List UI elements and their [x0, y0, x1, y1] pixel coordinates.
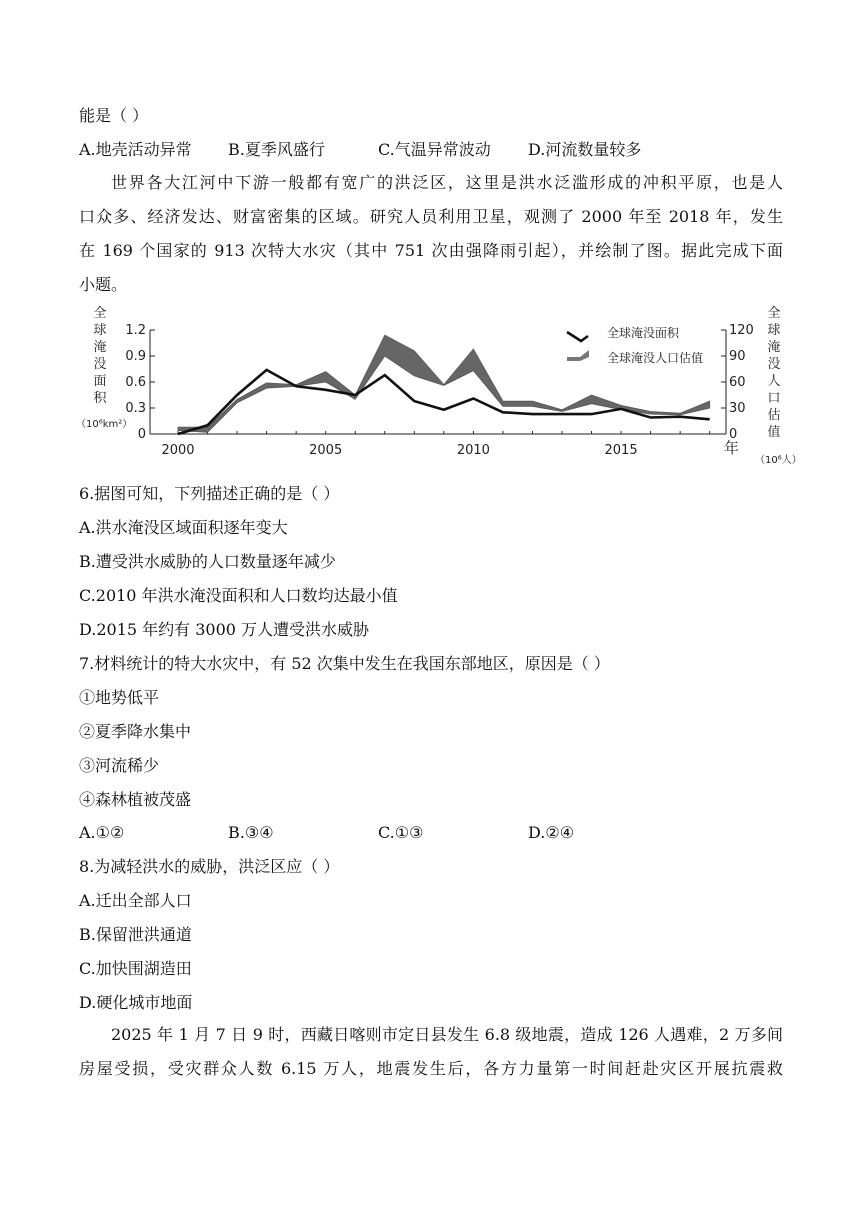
- legend-population-label: 全球淹没人口估值: [607, 351, 704, 365]
- right-axis-label-char: 淹: [767, 340, 781, 355]
- right-tick-label: 120: [729, 323, 754, 338]
- question-8-option-a: A.迁出全部人口: [79, 891, 192, 910]
- right-tick-label: 30: [729, 401, 746, 416]
- right-axis-label-char: 口: [767, 391, 781, 406]
- passage-line: 小题。: [79, 275, 128, 294]
- left-tick-label: 1.2: [125, 323, 146, 338]
- right-axis-label-char: 估: [767, 408, 781, 423]
- option-c: C.气温异常波动: [378, 140, 491, 159]
- passage-line: 房屋受损，受灾群众人数 6.15 万人，地震发生后，各方力量第一时间赶赴灾区开展抗震救: [79, 1059, 783, 1078]
- left-tick-label: 0: [137, 427, 146, 442]
- question-7-item-4: ④森林植被茂盛: [79, 790, 192, 809]
- x-tick-label: 2015: [604, 443, 638, 458]
- right-axis-unit: （10⁶人）: [755, 455, 802, 466]
- right-axis-label: [767, 306, 780, 440]
- question-7-stem: 7.材料统计的特大水灾中，有 52 次集中发生在我国东部地区，原因是（ ）: [79, 654, 610, 673]
- question-8-option-b: B.保留泄洪通道: [79, 925, 192, 944]
- legend-area-swatch: [567, 332, 588, 341]
- left-axis-label-char: 全: [93, 306, 107, 321]
- passage-line: 口众多、经济发达、财富密集的区域。研究人员利用卫星，观测了 2000 年至 2018 年，发生: [79, 207, 783, 226]
- question-6-option-c: C.2010 年洪水淹没面积和人口数均达最小值: [79, 586, 398, 605]
- left-axis-label-char: 面: [93, 374, 107, 389]
- legend: [567, 325, 703, 365]
- question-8-option-d: D.硬化城市地面: [79, 993, 193, 1012]
- right-tick-label: 90: [729, 349, 746, 364]
- passage-line: 在 169 个国家的 913 次特大水灾（其中 751 次由强降雨引起），并绘制了图。据此完成下面: [79, 241, 783, 260]
- question-6-option-a: A.洪水淹没区域面积逐年变大: [79, 518, 288, 537]
- left-axis-unit: （10⁶km²）: [76, 419, 133, 430]
- x-tick-label: 2005: [309, 443, 343, 458]
- left-tick-label: 0.3: [125, 401, 146, 416]
- right-tick-label: 0: [729, 427, 738, 442]
- left-axis-label-char: 球: [93, 323, 107, 338]
- population-band: [178, 335, 710, 432]
- question-8-option-c: C.加快围湖造田: [79, 959, 192, 978]
- passage-line: 2025 年 1 月 7 日 9 时，西藏日喀则市定日县发生 6.8 级地震，造成 126 人遇难，2 万多间: [111, 1025, 783, 1044]
- x-tick-label: 2000: [161, 443, 195, 458]
- x-axis-label: 年: [724, 439, 740, 457]
- flood-chart: [70, 303, 820, 473]
- legend-area-label: 全球淹没面积: [607, 326, 680, 340]
- question-7-item-3: ③河流稀少: [79, 756, 160, 775]
- left-axis-label-char: 淹: [93, 340, 107, 355]
- right-axis-label-char: 没: [767, 357, 781, 372]
- question-7-item-1: ①地势低平: [79, 688, 160, 707]
- question-7-item-2: ②夏季降水集中: [79, 722, 192, 741]
- right-axis-label-char: 值: [767, 425, 781, 440]
- right-axis-label-char: 球: [767, 323, 781, 338]
- left-tick-label: 0.6: [125, 375, 146, 390]
- question-6-option-b: B.遭受洪水威胁的人口数量逐年减少: [79, 552, 336, 571]
- passage-line: 世界各大江河中下游一般都有宽广的洪泛区，这里是洪水泛滥形成的冲积平原，也是人: [111, 173, 783, 192]
- right-axis-label-char: 全: [767, 306, 781, 321]
- left-tick-label: 0.9: [125, 349, 146, 364]
- left-axis-label-char: 没: [93, 357, 107, 372]
- passage-floods: [79, 166, 783, 302]
- left-axis-label: [93, 306, 107, 406]
- option-d: D.河流数量较多: [528, 140, 642, 159]
- option-a: A.地壳活动异常: [79, 140, 192, 159]
- question-6-stem: 6.据图可知，下列描述正确的是（ ）: [79, 484, 340, 503]
- question-8-stem: 8.为减轻洪水的威胁，洪泛区应（ ）: [79, 857, 340, 876]
- question-6-option-d: D.2015 年约有 3000 万人遭受洪水威胁: [79, 620, 370, 639]
- question-5-tail: 能是（ ）: [79, 106, 149, 125]
- passage-earthquake: [79, 1018, 783, 1086]
- option-c: C.①③: [378, 823, 424, 842]
- option-b: B.夏季风盛行: [228, 140, 325, 159]
- area-series-line: [178, 370, 710, 434]
- x-tick-label: 2010: [456, 443, 490, 458]
- left-axis-label-char: 积: [93, 391, 107, 406]
- x-axis-ticks: [161, 431, 709, 458]
- right-axis-label-char: 人: [767, 374, 781, 389]
- legend-population-swatch: [567, 350, 589, 361]
- option-d: D.②④: [528, 823, 575, 842]
- option-b: B.③④: [228, 823, 274, 842]
- right-tick-label: 60: [729, 375, 746, 390]
- option-a: A.①②: [79, 823, 125, 842]
